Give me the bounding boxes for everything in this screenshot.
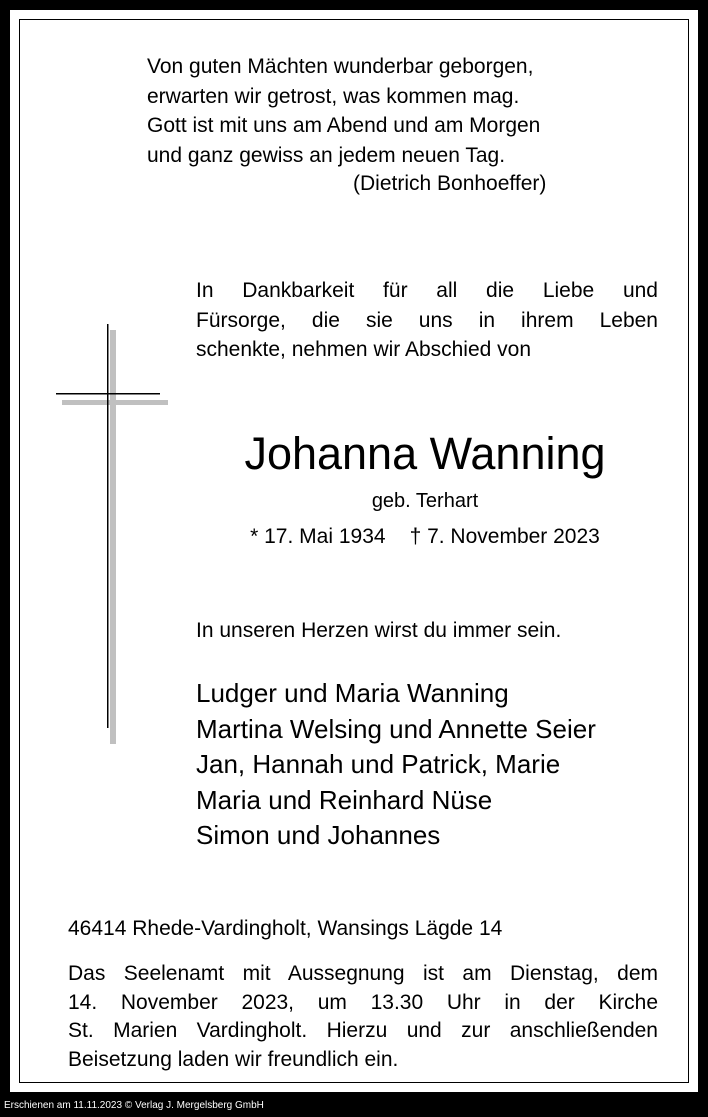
service-info — [68, 960, 658, 1074]
obituary-frame — [19, 19, 689, 1083]
poem-line: und ganz gewiss an jedem neuen Tag. — [147, 143, 506, 167]
mourner-line: Jan, Hannah und Patrick, Marie — [196, 749, 561, 779]
birth-name: geb. Terhart — [371, 490, 479, 512]
poem-line: Gott ist mit uns am Abend und am Morgen — [147, 114, 541, 137]
poem — [147, 52, 540, 170]
publication-footer: Erschienen am 11.11.2023 © Verlag J. Mergelsberg GmbH — [4, 1100, 264, 1111]
mourner-line: Maria und Reinhard Nüse — [196, 784, 493, 815]
service-line: St. Marien Vardingholt. Hierzu und zur anschließenden — [68, 1019, 658, 1042]
poem-line: erwarten wir getrost, was kommen mag. — [147, 84, 520, 108]
mourners-list — [196, 676, 596, 854]
death-date: † 7. November 2023 — [409, 525, 600, 548]
intro-text — [196, 276, 658, 365]
intro-line: schenkte, nehmen wir Abschied von — [196, 338, 532, 361]
address: 46414 Rhede-Vardingholt, Wansings Lägde 14 — [68, 917, 503, 940]
motto: In unseren Herzen wirst du immer sein. — [196, 619, 562, 642]
deceased-name: Johanna Wanning — [244, 428, 606, 479]
poem-line: Von guten Mächten wunderbar geborgen, — [147, 55, 534, 78]
mourner-line: Simon und Johannes — [196, 820, 441, 850]
service-line: Das Seelenamt mit Aussegnung ist am Dienstag, dem — [68, 962, 658, 985]
life-dates — [140, 525, 708, 549]
poem-author: (Dietrich Bonhoeffer) — [353, 172, 547, 195]
intro-line: In Dankbarkeit für all die Liebe und — [196, 279, 658, 302]
birth-date: * 17. Mai 1934 — [250, 525, 386, 548]
service-line: 14. November 2023, um 13.30 Uhr in der Kirche — [68, 990, 658, 1014]
obituary-card — [10, 10, 698, 1092]
mourner-line: Ludger und Maria Wanning — [196, 678, 509, 708]
mourner-line: Martina Welsing und Annette Seier — [196, 713, 596, 744]
intro-line: Fürsorge, die sie uns in ihrem Leben — [196, 308, 658, 332]
service-line: Beisetzung laden wir freundlich ein. — [68, 1047, 399, 1071]
